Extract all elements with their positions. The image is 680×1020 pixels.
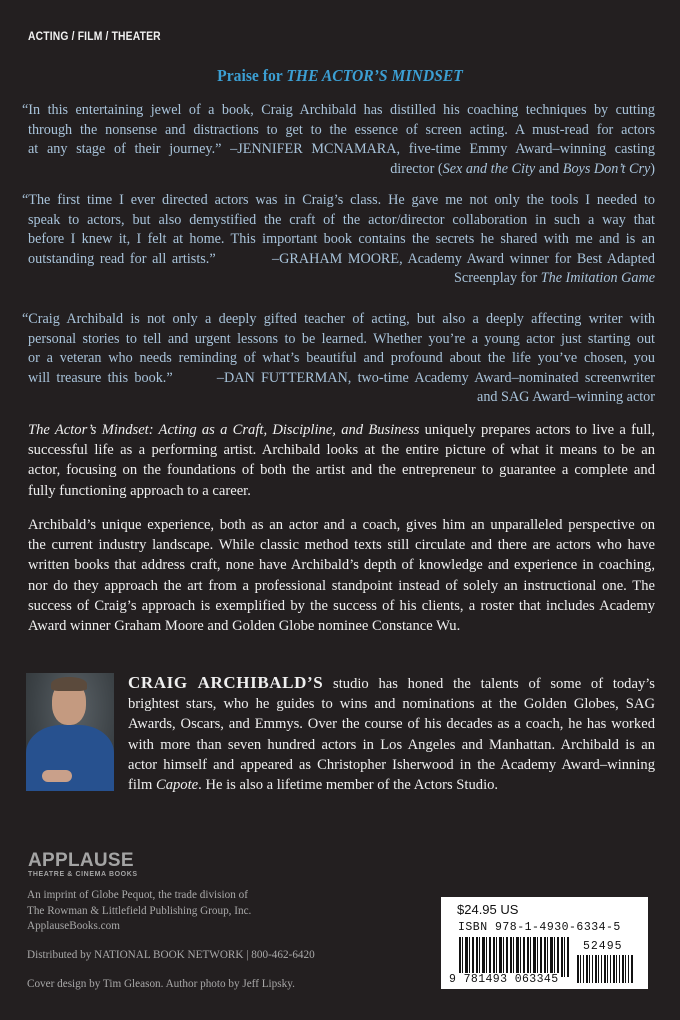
quote-attribution-line [22, 160, 655, 180]
description-paragraph-2 [28, 515, 655, 636]
quote-line: at any stage of their journey.” –JENNIFER MCNAMARA, five-time Emmy Award–winning casting [28, 141, 655, 158]
description-line: nor do they approach the art from a professional standpoint instead of solely an instructional one. The [28, 577, 655, 594]
quote-attribution-line [22, 269, 655, 289]
addon-number: 52495 [583, 940, 623, 953]
description-line: successful life as a performing artist. Archibald looks at the entire picture of what it means to be an [28, 442, 655, 459]
description-line: the current industry landscape. While classic method texts still circulate and there are actors who have [28, 537, 655, 554]
ean-barcode [459, 937, 569, 977]
text: Screenplay for [454, 270, 541, 287]
description-line: actor, focusing on the foundations of both the artist and the entrepreneur to guarantee a complete and [28, 462, 655, 479]
bio-line: brightest stars, who he guides to wins and nominations at the Golden Globes, SAG [128, 696, 655, 713]
bio-line: with more than seven hundred actors in Los Angeles and Manhattan. Archibald is an [128, 736, 655, 753]
praise-heading-prefix: Praise for [217, 66, 283, 85]
bio-line [128, 673, 655, 694]
quote-line: personal stories to tell and urgent lessons to be learned. Whether you’re a young actor just starting out [28, 330, 655, 347]
quote-line: “The first time I ever directed actors was in Craig’s class. He gave me not only the tools I needed to [22, 192, 655, 208]
film-title: Capote [155, 777, 199, 794]
distributor-line: Distributed by NATIONAL BOOK NETWORK | 800-462-6420 [27, 949, 315, 961]
addon-barcode [577, 955, 633, 983]
credits-line: Cover design by Tim Gleason. Author photo by Jeff Lipsky. [27, 978, 295, 990]
quote-line: before I knew it, I felt at home. This important book contains the secrets he shared with me and is an [28, 231, 655, 248]
description-line: written books that address craft, none have Archibald’s depth of knowledge and experience in coaching, [28, 557, 655, 574]
quote-futterman [22, 310, 655, 408]
publisher-website: ApplauseBooks.com [27, 920, 120, 932]
category-label: ACTING / FILM / THEATER [28, 29, 161, 43]
imprint-line: An imprint of Globe Pequot, the trade division of [27, 889, 248, 901]
ean-number: 9 781493 063345 [449, 973, 559, 986]
book-title: The Actor’s Mindset: Acting as a Craft, Discipline, and Business [28, 422, 420, 438]
publisher-logo-main: APPLAUSE [28, 850, 134, 871]
quote-moore [22, 191, 655, 289]
quote-line: will treasure this book.” –DAN FUTTERMAN, two-time Academy Award–nominated screenwriter [28, 369, 655, 386]
text: and [535, 160, 563, 177]
price-label: $24.95 US [457, 902, 519, 917]
description-line: Award winner Graham Moore and Golden Globe nominee Constance Wu. [28, 618, 461, 635]
barcode-box [441, 897, 648, 989]
photo-shirt [26, 725, 114, 791]
quote-line: or a veteran who needs reminding of what’s beautiful and profound about the life you’ve chosen, you [28, 350, 655, 367]
quote-line: “In this entertaining jewel of a book, Craig Archibald has distilled his coaching techniques by cutting [22, 102, 655, 118]
praise-heading-title: THE ACTOR’S MINDSET [286, 66, 463, 85]
isbn-label: ISBN 978-1-4930-6334-5 [458, 921, 621, 934]
author-name: CRAIG ARCHIBALD’S [128, 673, 324, 692]
publisher-imprint [27, 888, 251, 935]
photo-hair [51, 677, 87, 691]
text: ) [650, 160, 655, 177]
quote-mcnamara [22, 101, 655, 179]
text: film [128, 777, 156, 794]
film-title: The Imitation Game [540, 270, 655, 287]
publisher-logo-sub: THEATRE & CINEMA BOOKS [28, 871, 138, 878]
quote-attribution-line: and SAG Award–winning actor [477, 389, 655, 406]
quote-line: outstanding read for all artists.” –GRAHAM MOORE, Academy Award winner for Best Adapted [28, 250, 655, 267]
quote-line: speak to actors, but also demystified the craft of the actor/director collaboration in such a way that [28, 211, 655, 228]
bio-line [128, 775, 655, 795]
description-line: success of Craig’s approach is exemplified by the success of his clients, a roster that includes Academy [28, 597, 655, 614]
film-title: Boys Don’t Cry [562, 160, 651, 177]
description-line: fully functioning approach to a career. [28, 482, 251, 499]
show-title: Sex and the City [442, 160, 536, 177]
text: . He is also a lifetime member of the Actors Studio. [198, 777, 499, 794]
photo-hands [42, 770, 72, 782]
text: studio has honed the talents of some of today’s [323, 676, 655, 692]
quote-line: “Craig Archibald is not only a deeply gifted teacher of acting, but also a deeply affecting writer with [22, 311, 655, 327]
author-photo [26, 673, 114, 791]
description-line [28, 420, 655, 440]
description-line: Archibald’s unique experience, both as an actor and a coach, gives him an unparalleled perspective on [28, 517, 655, 533]
publisher-logo [28, 851, 138, 879]
imprint-line: The Rowman & Littlefield Publishing Group, Inc. [27, 904, 252, 917]
description-paragraph-1 [28, 420, 655, 501]
bio-line: actor himself and appeared as Christopher Isherwood in the Academy Award–winning [128, 756, 655, 773]
text: uniquely prepares actors to live a full, [419, 422, 656, 438]
bio-line: Awards, Oscars, and Emmys. Over the course of his decades as a coach, he has worked [128, 716, 655, 733]
quote-line: through the nonsense and distractions to get to the essence of screen acting. A must-read for actors [28, 121, 655, 138]
text: director ( [390, 160, 443, 177]
praise-heading [27, 66, 653, 86]
author-bio [128, 673, 655, 795]
